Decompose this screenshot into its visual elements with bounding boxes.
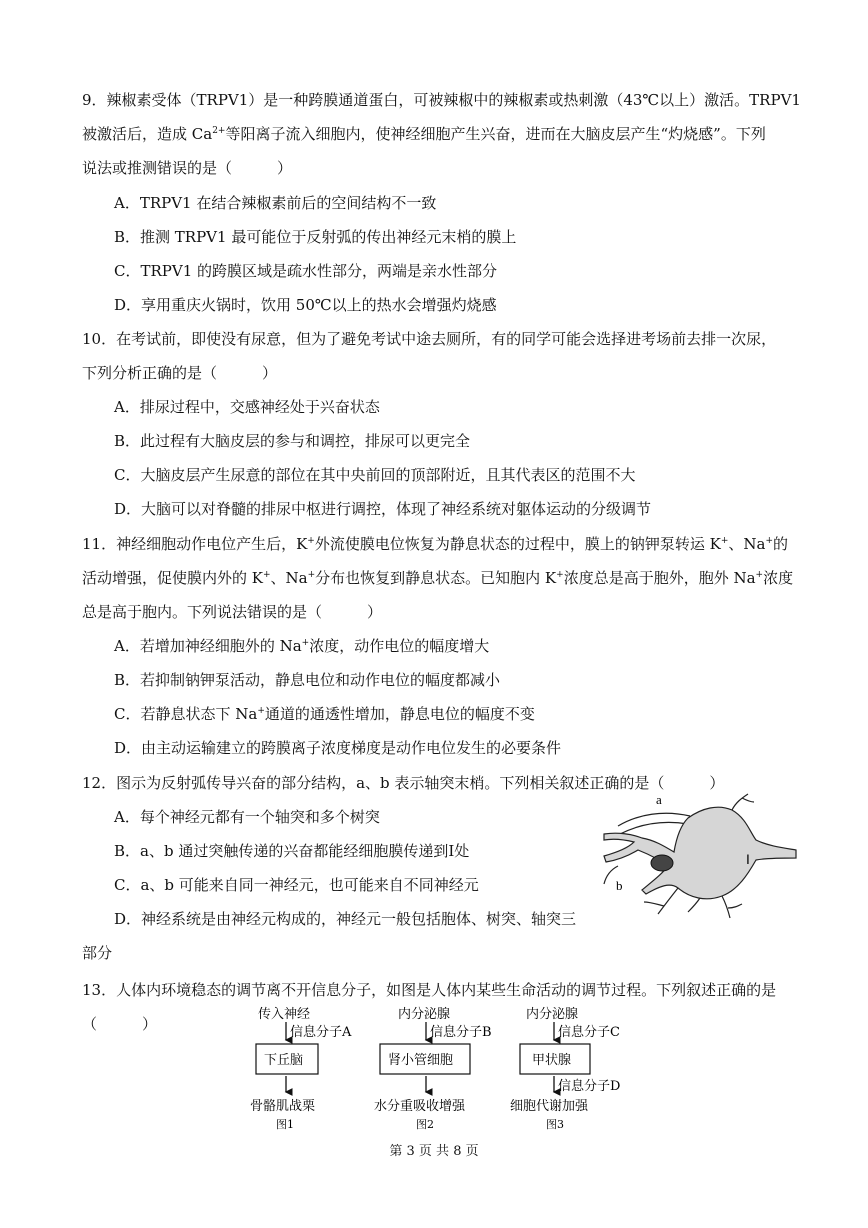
fig2-bottom-label: 水分重吸收增强 bbox=[374, 1099, 466, 1114]
fig1-box-label: 下丘脑 bbox=[264, 1053, 304, 1068]
q11-stem-line2: 活动增强，促使膜内外的 K+、Na+分布也恢复到静息状态。已知胞内 K+浓度总是高于胞外，胞外 Na+浓度 bbox=[82, 569, 794, 587]
q10-option-d: D．大脑可以对脊髓的排尿中枢进行调控，体现了神经系统对躯体运动的分级调节 bbox=[114, 500, 652, 518]
q12-option-d: D．神经系统是由神经元构成的，神经元一般包括胞体、树突、轴突三 bbox=[114, 910, 577, 928]
q9-stem-line3: 说法或推测错误的是（ ） bbox=[82, 159, 293, 177]
figure-3 bbox=[510, 1006, 620, 1130]
fig1-caption: 图1 bbox=[276, 1118, 294, 1130]
q10-option-c: C．大脑皮层产生尿意的部位在其中央前回的顶部附近，且其代表区的范围不大 bbox=[114, 466, 636, 484]
fig3-signal-label: 信息分子C bbox=[558, 1025, 620, 1040]
q11-stem-line3: 总是高于胞内。下列说法错误的是（ ） bbox=[82, 603, 383, 621]
q12-option-b: B．a、b 通过突触传递的兴奋都能经细胞膜传递到Ⅰ处 bbox=[114, 842, 470, 860]
q11-option-c: C．若静息状态下 Na+通道的通透性增加，静息电位的幅度不变 bbox=[114, 705, 535, 723]
q9-option-c: C．TRPV1 的跨膜区域是疏水性部分，两端是亲水性部分 bbox=[114, 262, 498, 280]
fig3-bottom-label: 细胞代谢加强 bbox=[510, 1099, 589, 1114]
q9-option-b: B．推测 TRPV1 最可能位于反射弧的传出神经元末梢的膜上 bbox=[114, 228, 517, 246]
q9-stem-line2: 被激活后，造成 $Ca^{2+}$等阳离子流入细胞内，使神经细胞产生兴奋，进而在大脑皮层产生“灼烧感”。下列 bbox=[82, 125, 766, 143]
q11-option-b: B．若抑制钠钾泵活动，静息电位和动作电位的幅度都减小 bbox=[114, 671, 501, 689]
q11-option-a: A．若增加神经细胞外的 Na+浓度，动作电位的幅度增大 bbox=[114, 637, 490, 655]
q12-option-a: A．每个神经元都有一个轴突和多个树突 bbox=[114, 808, 380, 826]
fig2-top-label: 内分泌腺 bbox=[398, 1007, 451, 1022]
regulation-flow-diagrams bbox=[230, 1004, 660, 1130]
q9-option-a: A．TRPV1 在结合辣椒素前后的空间结构不一致 bbox=[114, 194, 437, 212]
fig2-signal-label: 信息分子B bbox=[430, 1025, 492, 1040]
q10-option-a: A．排尿过程中，交感神经处于兴奋状态 bbox=[114, 398, 380, 416]
page-footer: 第 3 页 共 8 页 bbox=[389, 1144, 479, 1159]
q11-option-d: D．由主动运输建立的跨膜离子浓度梯度是动作电位发生的必要条件 bbox=[114, 739, 562, 757]
figure-1 bbox=[250, 1006, 352, 1130]
neuron-diagram bbox=[598, 790, 798, 922]
fig1-top-label: 传入神经 bbox=[258, 1007, 311, 1022]
label-b: b bbox=[616, 878, 623, 893]
q9-option-d: D．享用重庆火锅时，饮用 50℃以上的热水会增强灼烧感 bbox=[114, 296, 497, 314]
q12-stem-line1: 12．图示为反射弧传导兴奋的部分结构，a、b 表示轴突末梢。下列相关叙述正确的是（ ） bbox=[82, 774, 725, 792]
q13-stem-line2: （ ） bbox=[82, 1015, 158, 1033]
q10-stem-line1: 10．在考试前，即使没有尿意，但为了避免考试中途去厕所，有的同学可能会选择进考场前去排一次尿， bbox=[82, 330, 777, 348]
neuron-shape bbox=[604, 794, 796, 918]
nucleus bbox=[651, 855, 673, 871]
label-I: Ⅰ bbox=[746, 852, 750, 867]
fig2-box-label: 肾小管细胞 bbox=[388, 1053, 454, 1068]
figure-2 bbox=[374, 1006, 492, 1130]
q10-option-b: B．此过程有大脑皮层的参与和调控，排尿可以更完全 bbox=[114, 432, 471, 450]
fig3-top-label: 内分泌腺 bbox=[526, 1007, 579, 1022]
fig3-signal2-label: 信息分子D bbox=[558, 1079, 621, 1094]
q11-stem-line1: 11．神经细胞动作电位产生后，K+外流使膜电位恢复为静息状态的过程中，膜上的钠钾泵转运 K+、Na+的 bbox=[82, 535, 789, 553]
fig3-caption: 图3 bbox=[546, 1118, 564, 1130]
q9-stem-line1: 9．辣椒素受体（TRPV1）是一种跨膜通道蛋白，可被辣椒中的辣椒素或热刺激（43℃以上）激活。TRPV1 bbox=[82, 91, 801, 109]
fig1-bottom-label: 骨骼肌战栗 bbox=[250, 1099, 316, 1114]
q12-option-c: C．a、b 可能来自同一神经元，也可能来自不同神经元 bbox=[114, 876, 479, 894]
fig1-signal-label: 信息分子A bbox=[290, 1025, 352, 1040]
fig3-box-label: 甲状腺 bbox=[532, 1053, 572, 1068]
q10-stem-line2: 下列分析正确的是（ ） bbox=[82, 364, 278, 382]
fig2-caption: 图2 bbox=[416, 1118, 434, 1130]
label-a: a bbox=[656, 792, 662, 807]
q12-option-d-continuation: 部分 bbox=[82, 944, 113, 962]
q13-stem-line1: 13．人体内环境稳态的调节离不开信息分子，如图是人体内某些生命活动的调节过程。下列叙述正确的是 bbox=[82, 981, 777, 999]
